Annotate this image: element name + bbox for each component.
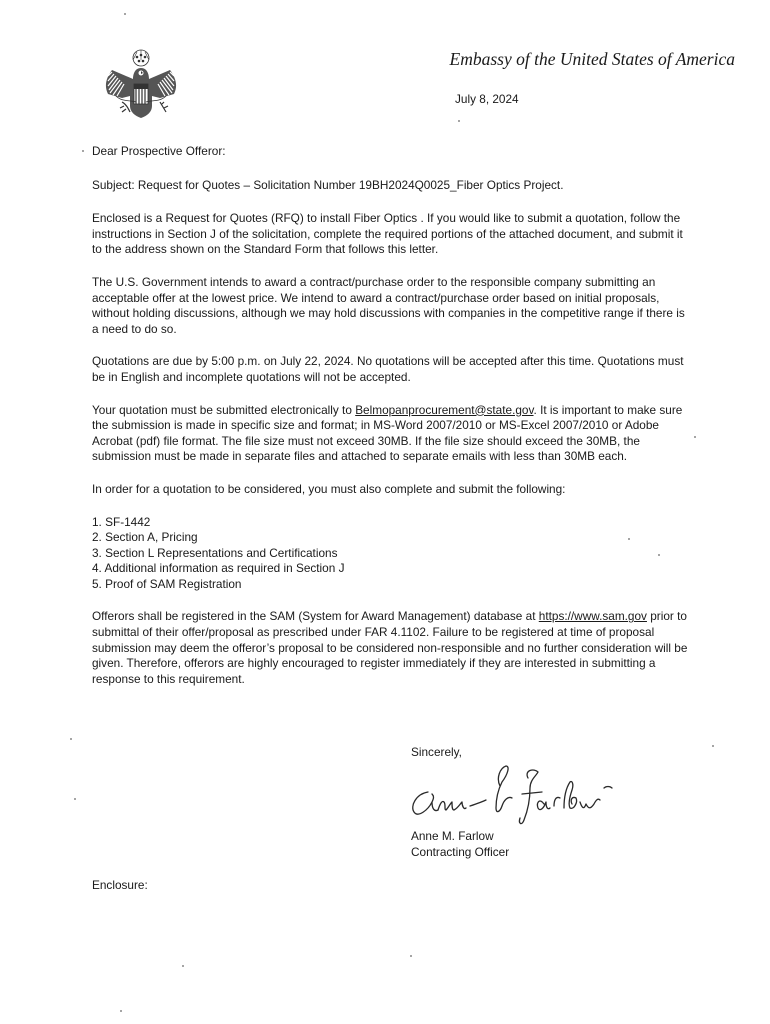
list-item: 3. Section L Representations and Certifications [92,545,338,560]
closing-sincerely: Sincerely, [411,745,462,759]
list-item: 5. Proof of SAM Registration [92,576,242,591]
submission-text-before: Your quotation must be submitted electronically to [92,402,356,417]
scan-speck [658,554,660,556]
letter-body [92,144,692,687]
paragraph-award: The U.S. Government intends to award a contract/purchase order to the responsible company submitting an acceptable offer at the lowest price. We intend to award a contract/purchase order based on initial proposals, without holding discussions, although we may hold discussions with companies in the competitive range if there is a need to do so. [92,274,685,336]
scan-speck [628,538,630,540]
signer-name: Anne M. Farlow [411,829,494,843]
scan-speck [120,1010,122,1012]
signature-image [404,758,634,830]
requirements-list [92,515,692,593]
procurement-email-link[interactable]: Belmopanprocurement@state.gov [355,402,534,417]
list-item: 2. Section A, Pricing [92,530,198,545]
sam-text-after: prior to submittal of their offer/proposal as prescribed under FAR 4.1102. Failure to be registered at time of proposal submission may deem the offeror’s proposal to be considered non-responsible and no further consideration will be given. Therefore, offerors are highly encouraged to register immediately if they are interested in submitting a response to this requirement. [92,609,688,686]
scan-speck [124,13,126,15]
scan-speck [694,436,696,438]
signer-title: Contracting Officer [411,844,510,859]
list-item: 4. Additional information as required in Section J [92,561,345,576]
enclosure-label: Enclosure: [92,878,148,892]
scan-speck [182,965,184,967]
scan-speck [458,120,460,122]
salutation: Dear Prospective Offeror: [92,144,226,158]
sam-gov-link[interactable]: https://www.sam.gov [538,609,647,624]
paragraph-sam-registration [92,609,692,687]
sam-text-before: Offerors shall be registered in the SAM (System for Award Management) database at [92,609,539,624]
paragraph-rfq: Enclosed is a Request for Quotes (RFQ) to install Fiber Optics . If you would like to submit a quotation, follow the instructions in Section J of the solicitation, complete the required portions of the attached document, and submit it to the address shown on the Standard Form that follows this letter. [92,211,683,257]
list-item: 1. SF-1442 [92,514,151,529]
paragraph-due-date: Quotations are due by 5:00 p.m. on July 22, 2024. No quotations will be accepted after this time. Quotations must be in English and incomplete quotations will not be accepted. [92,354,684,384]
signer-block [411,829,509,860]
submission-text-after: . It is important to make sure the submission is made in specific size and format; in MS-Word 2007/2010 or MS-Excel 2007/2010 or Adobe Acrobat (pdf) file format. The file size must not exceed 30MB. If the file size should exceed the 30MB, the submission must be made in separate files and attached to separate emails with less than 30MB each. [92,402,683,464]
great-seal-icon [100,46,182,128]
embassy-heading: Embassy of the United States of America [449,49,735,69]
paragraph-requirements: In order for a quotation to be considered, you must also complete and submit the following: [92,481,566,496]
subject-line: Subject: Request for Quotes – Solicitation Number 19BH2024Q0025_Fiber Optics Project. [92,177,564,192]
letter-date: July 8, 2024 [455,92,519,106]
scan-speck [712,745,714,747]
scan-speck [70,738,72,740]
paragraph-submission [92,403,692,465]
scan-speck [410,955,412,957]
scan-speck [74,798,76,800]
scan-speck [82,150,84,152]
